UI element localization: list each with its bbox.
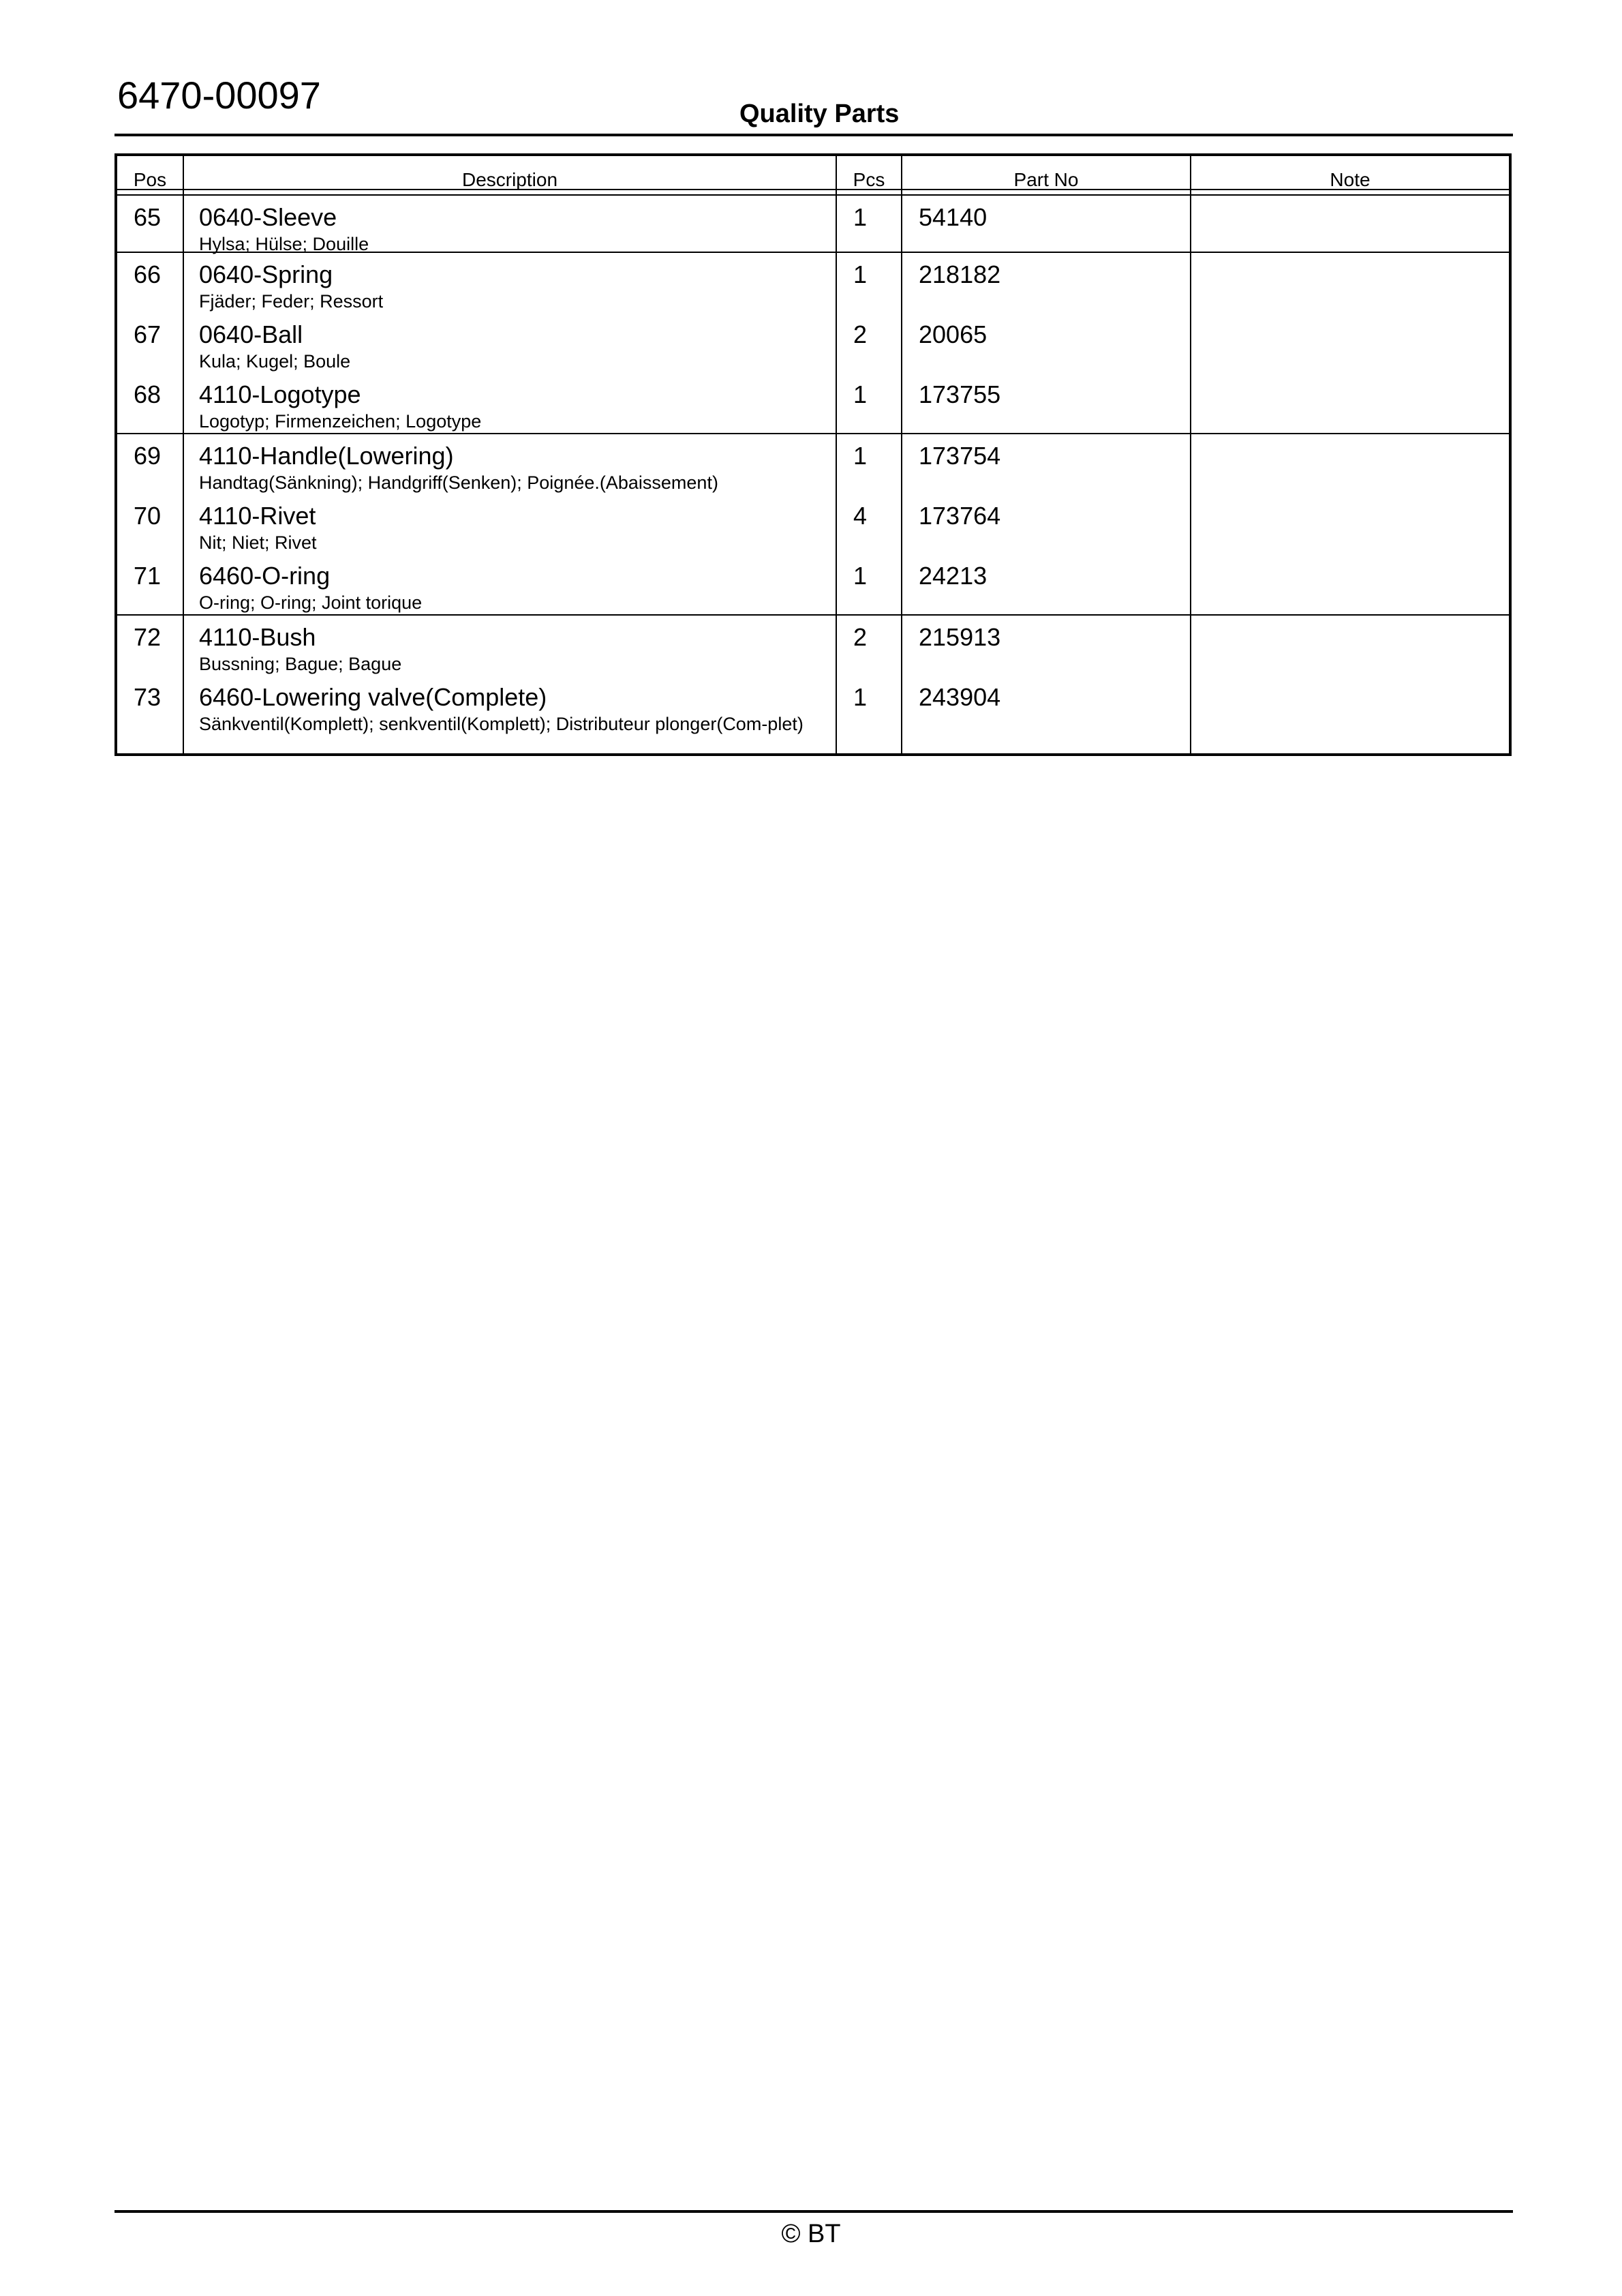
parts-table [114, 153, 1512, 756]
table-row-group [117, 196, 1509, 253]
note-cell [1190, 616, 1509, 753]
column-header-part-no: Part No [901, 156, 1190, 194]
pcs-cell: 1 [853, 683, 868, 711]
part-name: 4110-Rivet [199, 502, 316, 530]
pos-cell: 70 [134, 502, 162, 530]
part-translations: Handtag(Sänkning); Handgriff(Senken); Poignée.(Abaissement) [199, 472, 718, 493]
page-title: Quality Parts [739, 100, 900, 128]
pos-cell: 71 [134, 562, 162, 590]
part-translations: Fjäder; Feder; Ressort [199, 291, 384, 312]
part-translations: Hylsa; Hülse; Douille [199, 234, 369, 254]
part-name: 0640-Spring [199, 260, 333, 288]
part-name: 6460-O-ring [199, 562, 331, 590]
part-name: 4110-Handle(Lowering) [199, 442, 454, 470]
document-number: 6470-00097 [117, 74, 321, 117]
part-number-cell: 173754 [919, 442, 1001, 470]
part-name: 0640-Sleeve [199, 203, 337, 231]
pcs-cell: 2 [853, 320, 868, 348]
table-row-group [117, 253, 1509, 434]
description-cell [184, 196, 836, 252]
pcs-cell: 4 [853, 502, 868, 530]
pos-cell: 66 [134, 260, 162, 288]
part-number-cell: 218182 [919, 260, 1001, 288]
note-cell [1190, 196, 1509, 252]
table-header [117, 156, 1509, 196]
pos-cell: 67 [134, 320, 162, 348]
part-number-cell: 215913 [919, 623, 1001, 651]
part-number-cell: 173764 [919, 502, 1001, 530]
note-cell [1190, 434, 1509, 614]
table-row-group [117, 434, 1509, 616]
part-number-cell: 173755 [919, 380, 1001, 408]
part-translations: Logotyp; Firmenzeichen; Logotype [199, 411, 482, 432]
part-name: 4110-Logotype [199, 380, 361, 408]
column-header-pos: Pos [133, 169, 167, 190]
pos-cell: 69 [134, 442, 162, 470]
column-header-description: Description [183, 156, 836, 194]
pos-cell: 73 [134, 683, 162, 711]
description-cell [184, 616, 836, 676]
part-translations: Bussning; Bague; Bague [199, 654, 402, 674]
part-name: 6460-Lowering valve(Complete) [199, 683, 547, 711]
column-header-note: Note [1190, 156, 1509, 194]
pcs-cell: 2 [853, 623, 868, 651]
description-cell [184, 434, 836, 494]
table-row-group [117, 616, 1509, 753]
pcs-cell: 1 [853, 203, 868, 231]
part-number-cell: 20065 [919, 320, 988, 348]
description-cell [184, 494, 836, 554]
pos-cell: 68 [134, 380, 162, 408]
column-header-pcs: Pcs [836, 156, 901, 194]
header-divider [114, 134, 1513, 136]
part-number-cell: 24213 [919, 562, 988, 590]
description-cell [184, 373, 836, 433]
pcs-cell: 1 [853, 562, 868, 590]
footer-divider [114, 2210, 1513, 2213]
description-cell [184, 554, 836, 614]
copyright-footer: © BT [781, 2220, 841, 2248]
pcs-cell: 1 [853, 260, 868, 288]
note-cell [1190, 253, 1509, 433]
part-translations: Sänkventil(Komplett); senkventil(Komplett); Distributeur plonger(Com-plet) [199, 714, 804, 734]
description-cell [184, 313, 836, 373]
part-number-cell: 54140 [919, 203, 988, 231]
pcs-cell: 1 [853, 380, 868, 408]
part-number-cell: 243904 [919, 683, 1001, 711]
part-translations: Kula; Kugel; Boule [199, 351, 351, 372]
part-name: 0640-Ball [199, 320, 303, 348]
description-cell [184, 253, 836, 313]
part-name: 4110-Bush [199, 623, 316, 651]
part-translations: O-ring; O-ring; Joint torique [199, 592, 423, 613]
pcs-cell: 1 [853, 442, 868, 470]
pos-cell: 65 [134, 203, 162, 231]
pos-cell: 72 [134, 623, 162, 651]
description-cell [184, 676, 836, 753]
part-translations: Nit; Niet; Rivet [199, 532, 317, 553]
